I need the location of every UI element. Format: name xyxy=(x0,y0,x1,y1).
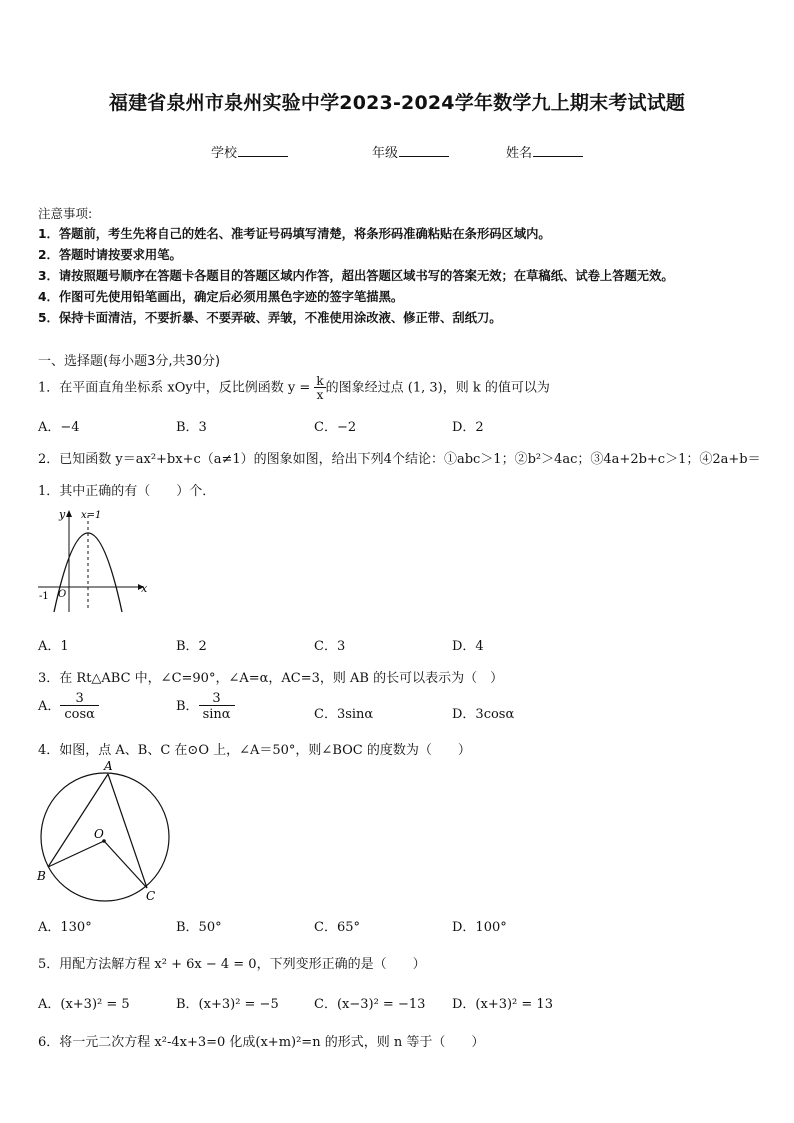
q3-option-b-label: B． xyxy=(176,699,199,714)
grade-label: 年级 xyxy=(372,146,399,161)
grade-blank xyxy=(399,144,449,157)
school-field xyxy=(211,142,288,161)
q3-option-a-fraction xyxy=(60,692,99,721)
q1-fraction xyxy=(314,375,325,401)
notice-item: 3．请按照题号顺序在答题卡各题目的答题区域内作答，超出答题区域书写的答案无效；在草稿纸、试卷上答题无效。 xyxy=(38,269,674,283)
q1-frac-num: k xyxy=(316,374,324,388)
circle-figure xyxy=(34,760,174,905)
y-axis-label: y xyxy=(59,508,66,521)
q3-option-d: D．3cosα xyxy=(452,707,515,722)
x-axis-label: x xyxy=(141,582,148,595)
q5-option-a: A．(x+3)² = 5 xyxy=(38,997,130,1012)
notice-title: 注意事项: xyxy=(38,206,93,221)
question-4: 4．如图，点 A、B、C 在⊙O 上，∠A＝50°，则∠BOC 的度数为（ ） xyxy=(38,743,471,758)
q4-option-d: D．100° xyxy=(452,920,507,935)
q2-option-c: C．3 xyxy=(314,639,346,654)
name-field xyxy=(506,142,583,161)
q3-b-num: 3 xyxy=(212,691,221,706)
q1-text-pre: 1．在平面直角坐标系 xOy中，反比例函数 y = xyxy=(38,380,315,396)
q3-option-b-fraction xyxy=(199,692,235,721)
q1-option-c: C．−2 xyxy=(314,420,357,435)
q2-option-d: D．4 xyxy=(452,639,484,654)
q1-option-b: B．3 xyxy=(176,420,207,435)
radius-oc xyxy=(104,841,147,888)
question-5: 5．用配方法解方程 x² + 6x − 4 = 0，下列变形正确的是（ ） xyxy=(38,957,426,972)
notice-item: 5．保持卡面清洁，不要折暴、不要弄破、弄皱，不准使用涂改液、修正带、刮纸刀。 xyxy=(38,311,502,325)
school-label: 学校 xyxy=(211,146,238,161)
q4-option-a: A．130° xyxy=(38,920,92,935)
section-heading: 一、选择题(每小题3分,共30分) xyxy=(38,354,221,369)
q3-option-a xyxy=(38,692,99,721)
q5-option-d: D．(x+3)² = 13 xyxy=(452,997,553,1012)
q3-a-den: cosα xyxy=(60,705,99,721)
origin-label: O xyxy=(58,589,67,600)
q2-option-a: A．1 xyxy=(38,639,69,654)
label-c: C xyxy=(146,889,156,903)
q1-text-post: 的图象经过点 (1, 3)，则 k 的值可以为 xyxy=(325,380,550,396)
q5-option-c: C．(x−3)² = −13 xyxy=(314,997,426,1012)
parabola-graph xyxy=(34,504,152,616)
q1-option-d: D．2 xyxy=(452,420,484,435)
notice-item: 1．答题前，考生先将自己的姓名、准考证号码填写清楚，将条形码准确粘贴在条形码区域内。 xyxy=(38,227,551,241)
q3-option-b xyxy=(176,692,235,721)
label-b: B xyxy=(37,869,46,883)
question-2-line2: 1．其中正确的有（ ）个． xyxy=(38,484,216,499)
q4-option-b: B．50° xyxy=(176,920,222,935)
neg-one-label: -1 xyxy=(39,591,49,602)
chord-ac xyxy=(108,774,147,888)
question-3: 3．在 Rt△ABC 中，∠C=90°，∠A=α，AC=3，则 AB 的长可以表示为（ ） xyxy=(38,671,504,686)
q3-b-den: sinα xyxy=(199,705,235,721)
symmetry-axis-label: x=1 xyxy=(81,510,102,521)
question-1 xyxy=(38,375,550,401)
question-6: 6．将一元二次方程 x²-4x+3=0 化成(x+m)²=n 的形式，则 n 等于（ ） xyxy=(38,1035,485,1050)
name-blank xyxy=(533,144,583,157)
page-title: 福建省泉州市泉州实验中学2023-2024学年数学九上期末考试试题 xyxy=(108,92,686,114)
y-axis-arrow xyxy=(66,510,72,517)
q3-option-c: C．3sinα xyxy=(314,707,374,722)
q1-option-a: A．−4 xyxy=(38,420,80,435)
label-o: O xyxy=(94,827,104,841)
circle-o xyxy=(41,773,169,901)
question-2-line1: 2．已知函数 y＝ax²+bx+c（a≠1）的图象如图，给出下列4个结论：①abc＞1；②b²＞4ac；③4a+2b+c＞1；④2a+b＝ xyxy=(38,452,761,467)
school-blank xyxy=(238,144,288,157)
q1-frac-den: x xyxy=(314,387,325,401)
q3-a-num: 3 xyxy=(75,691,84,706)
name-label: 姓名 xyxy=(506,146,533,161)
q2-option-b: B．2 xyxy=(176,639,207,654)
notice-item: 4．作图可先使用铅笔画出，确定后必须用黑色字迹的签字笔描黑。 xyxy=(38,290,404,304)
label-a: A xyxy=(104,760,113,773)
q5-option-b: B．(x+3)² = −5 xyxy=(176,997,279,1012)
q4-option-c: C．65° xyxy=(314,920,360,935)
q3-option-a-label: A． xyxy=(38,699,61,714)
notice-item: 2．答题时请按要求用笔。 xyxy=(38,248,182,262)
grade-field xyxy=(372,142,449,161)
